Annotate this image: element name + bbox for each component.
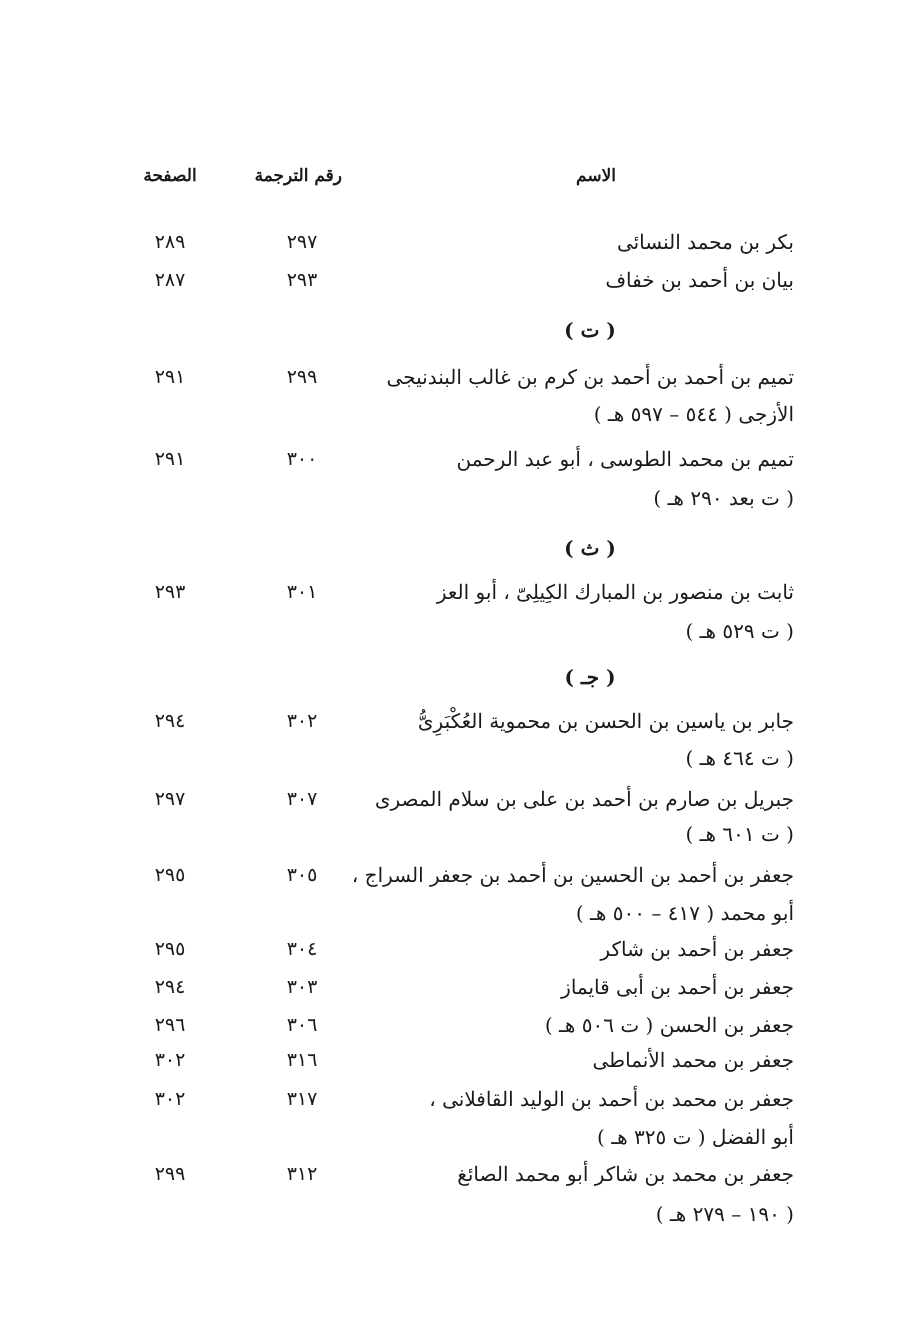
entry-name-line: ( ١٩٠ – ٢٧٩ هـ ) bbox=[655, 1202, 794, 1226]
entry-name-line: جعفر بن أحمد بن الحسين بن أحمد بن جعفر السراج ، bbox=[351, 863, 794, 887]
entry-page: ٢٩٤ bbox=[154, 710, 186, 732]
entry-name-line: ( ت بعد ٢٩٠ هـ ) bbox=[653, 486, 794, 510]
entry-number: ٢٩٩ bbox=[286, 366, 318, 388]
entry-number: ٣١٦ bbox=[286, 1049, 318, 1071]
entry-name-line: جابر بن ياسين بن الحسن بن محموية العُكْبَرِىُّ bbox=[417, 709, 794, 733]
entry-name-line: جعفر بن محمد بن شاكر أبو محمد الصائغ bbox=[457, 1162, 794, 1186]
entry-page: ٢٩٥ bbox=[154, 864, 186, 886]
entry-name-line: تميم بن أحمد بن أحمد بن كرم بن غالب البندنيجى bbox=[386, 365, 794, 389]
entry-name-line: جعفر بن محمد الأنماطى bbox=[592, 1048, 794, 1072]
entry-name-line: ( ت ٦٠١ هـ ) bbox=[685, 822, 794, 846]
entry-name-line: جبريل بن صارم بن أحمد بن على بن سلام المصرى bbox=[374, 787, 794, 811]
entry-page: ٢٩١ bbox=[154, 366, 186, 388]
entry-number: ٣٠٤ bbox=[286, 938, 318, 960]
entry-number: ٣٠٢ bbox=[286, 710, 318, 732]
column-header-number: رقم الترجمة bbox=[254, 166, 342, 186]
entry-number: ٣٠٧ bbox=[286, 788, 318, 810]
section-letter-ta: ( ت ) bbox=[564, 318, 616, 342]
entry-page: ٢٨٧ bbox=[154, 269, 186, 291]
entry-name-line: جعفر بن الحسن ( ت ٥٠٦ هـ ) bbox=[544, 1013, 794, 1037]
entry-number: ٣٠٥ bbox=[286, 864, 318, 886]
entry-page: ٣٠٢ bbox=[154, 1049, 186, 1071]
entry-name-line: الأزجى ( ٥٤٤ – ٥٩٧ هـ ) bbox=[593, 402, 794, 426]
entry-name-line: جعفر بن محمد بن أحمد بن الوليد القافلانى ، bbox=[429, 1087, 794, 1111]
entry-number: ٣٠٣ bbox=[286, 976, 318, 998]
entry-name-line: جعفر بن أحمد بن أبى قايماز bbox=[561, 975, 794, 999]
entry-name-line: بكر بن محمد النسائى bbox=[616, 230, 794, 254]
entry-number: ٢٩٣ bbox=[286, 269, 318, 291]
section-letter-tha: ( ث ) bbox=[564, 536, 616, 560]
entry-name-line: بيان بن أحمد بن خفاف bbox=[605, 268, 794, 292]
entry-name-line: أبو الفضل ( ت ٣٢٥ هـ ) bbox=[597, 1125, 794, 1149]
entry-page: ٢٩١ bbox=[154, 448, 186, 470]
entry-page: ٣٠٢ bbox=[154, 1088, 186, 1110]
entry-number: ٣٠١ bbox=[286, 581, 318, 603]
entry-name-line: ( ت ٤٦٤ هـ ) bbox=[685, 746, 794, 770]
entry-name-line: ( ت ٥٢٩ هـ ) bbox=[685, 619, 794, 643]
column-header-name: الاسم bbox=[576, 166, 616, 186]
section-letter-jim: ( جـ ) bbox=[564, 665, 616, 689]
entry-name-line: ثابت بن منصور بن المبارك الكِيلِىّ ، أبو العز bbox=[436, 580, 794, 604]
entry-number: ٣٠٠ bbox=[286, 448, 318, 470]
entry-page: ٢٩٤ bbox=[154, 976, 186, 998]
entry-page: ٢٩٥ bbox=[154, 938, 186, 960]
entry-page: ٢٩٣ bbox=[154, 581, 186, 603]
entry-name-line: جعفر بن أحمد بن شاكر bbox=[600, 937, 794, 961]
entry-page: ٢٩٦ bbox=[154, 1014, 186, 1036]
entry-name-line: تميم بن محمد الطوسى ، أبو عبد الرحمن bbox=[456, 447, 794, 471]
entry-number: ٢٩٧ bbox=[286, 231, 318, 253]
entry-number: ٣١٢ bbox=[286, 1163, 318, 1185]
entry-number: ٣٠٦ bbox=[286, 1014, 318, 1036]
column-header-page: الصفحة bbox=[143, 166, 197, 186]
entry-name-line: أبو محمد ( ٤١٧ – ٥٠٠ هـ ) bbox=[575, 901, 794, 925]
entry-page: ٢٩٧ bbox=[154, 788, 186, 810]
entry-page: ٢٩٩ bbox=[154, 1163, 186, 1185]
entry-number: ٣١٧ bbox=[286, 1088, 318, 1110]
entry-page: ٢٨٩ bbox=[154, 231, 186, 253]
